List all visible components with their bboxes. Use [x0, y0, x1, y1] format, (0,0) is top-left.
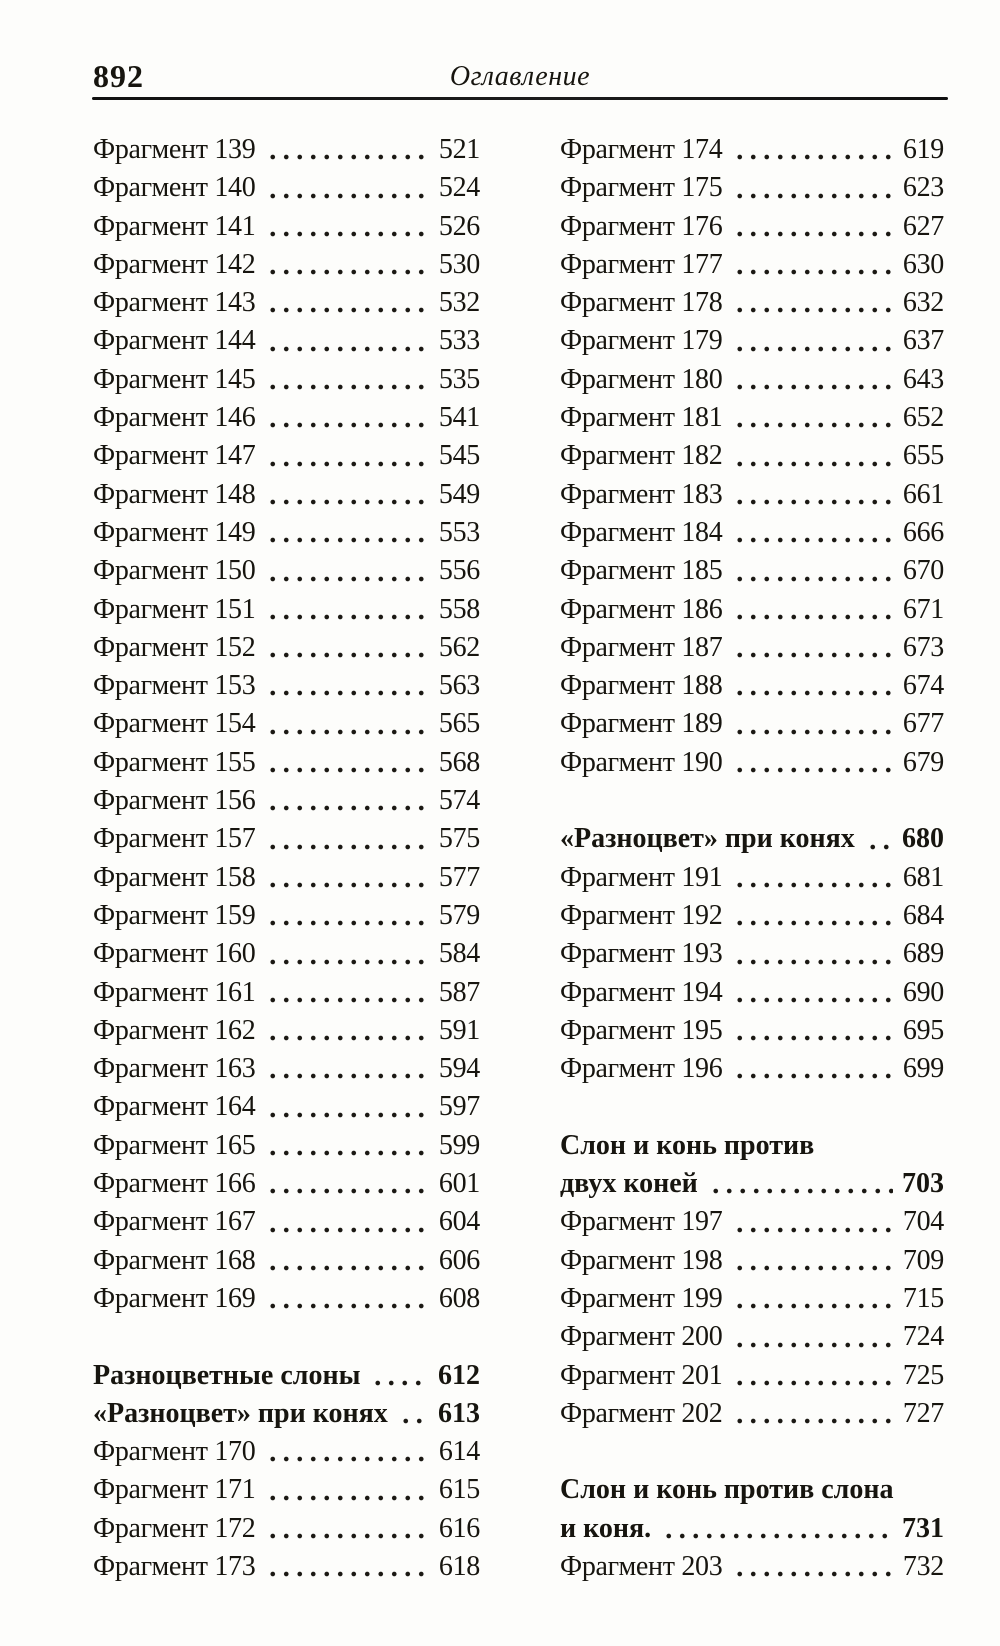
- toc-entry: [93, 1012, 480, 1050]
- toc-entry: [93, 131, 480, 169]
- toc-page-number: 594: [438, 1053, 480, 1085]
- toc-page-number: 679: [902, 746, 944, 778]
- toc-page-number: 690: [902, 976, 944, 1008]
- dot-leader: [266, 1203, 429, 1241]
- toc-entry-label: Фрагмент 183: [560, 478, 723, 510]
- toc-page-number: 526: [438, 210, 480, 242]
- toc-entry: [93, 897, 480, 935]
- toc-entry-label: Фрагмент 158: [93, 861, 256, 893]
- toc-entry-label: Фрагмент 163: [93, 1053, 256, 1085]
- dot-leader: [662, 1510, 893, 1548]
- toc-entry: [93, 246, 480, 284]
- toc-entry-label: Фрагмент 141: [93, 210, 256, 242]
- toc-page-number: 695: [902, 1014, 944, 1046]
- dot-leader: [266, 744, 429, 782]
- dot-leader: [266, 246, 429, 284]
- toc-entry: [560, 1203, 944, 1241]
- toc-page-number: 541: [438, 402, 480, 434]
- toc-entry: [560, 1318, 944, 1356]
- dot-leader: [266, 514, 429, 552]
- toc-entry: [93, 514, 480, 552]
- toc-entry-label: Фрагмент 176: [560, 210, 723, 242]
- toc-page-number: 623: [902, 172, 944, 204]
- dot-leader: [733, 552, 893, 590]
- toc-page-number: 732: [902, 1550, 944, 1582]
- toc-page-number: 661: [902, 478, 944, 510]
- dot-leader: [266, 974, 429, 1012]
- toc-section-heading: [560, 1471, 944, 1509]
- dot-leader: [733, 361, 893, 399]
- toc-entry: [93, 974, 480, 1012]
- dot-leader: [266, 1510, 429, 1548]
- toc-heading-label: Слон и конь против: [560, 1129, 815, 1161]
- toc-column-left: [93, 131, 480, 1586]
- dot-leader: [266, 1548, 429, 1586]
- toc-entry-label: Фрагмент 196: [560, 1053, 723, 1085]
- dot-leader: [733, 1012, 893, 1050]
- toc-section-heading: [93, 1357, 480, 1395]
- toc-entry-label: Фрагмент 177: [560, 248, 723, 280]
- toc-entry: [93, 1280, 480, 1318]
- toc-entry-label: Фрагмент 174: [560, 134, 723, 165]
- dot-leader: [733, 667, 893, 705]
- dot-leader: [733, 744, 893, 782]
- toc-entry: [93, 935, 480, 973]
- toc-heading-label: «Разноцвет» при конях: [93, 1397, 388, 1429]
- toc-page-number: 587: [438, 976, 480, 1008]
- toc-entry: [560, 705, 944, 743]
- toc-page-number: 637: [902, 325, 944, 357]
- toc-page-number: 689: [902, 938, 944, 970]
- toc-page-number: 574: [438, 785, 480, 817]
- toc-page-number: 556: [438, 555, 480, 587]
- toc-entry-label: Фрагмент 199: [560, 1282, 723, 1314]
- toc-entry-label: Фрагмент 156: [93, 785, 256, 817]
- toc-entry: [560, 399, 944, 437]
- dot-leader: [733, 629, 893, 667]
- dot-leader: [266, 1127, 429, 1165]
- dot-leader: [266, 1050, 429, 1088]
- toc-entry: [93, 1510, 480, 1548]
- dot-leader: [266, 552, 429, 590]
- toc-entry-label: Фрагмент 152: [93, 631, 256, 663]
- toc-entry: [93, 667, 480, 705]
- dot-leader: [733, 399, 893, 437]
- dot-leader: [733, 1357, 893, 1395]
- dot-leader: [733, 705, 893, 743]
- toc-entry: [560, 208, 944, 246]
- toc-entry-label: Фрагмент 170: [93, 1436, 256, 1468]
- toc-page-number: 597: [438, 1091, 480, 1123]
- dot-leader: [733, 169, 893, 207]
- toc-entry: [93, 744, 480, 782]
- toc-entry: [93, 1471, 480, 1509]
- dot-leader: [866, 820, 893, 858]
- toc-page-number: 666: [902, 516, 944, 548]
- toc-entry-label: Фрагмент 147: [93, 440, 256, 472]
- toc-entry: [93, 208, 480, 246]
- toc-entry-label: Фрагмент 189: [560, 708, 723, 740]
- toc-entry: [93, 859, 480, 897]
- toc-section-heading: [93, 1395, 480, 1433]
- toc-entry: [93, 322, 480, 360]
- toc-page-number: 530: [438, 248, 480, 280]
- toc-page-number: 604: [438, 1206, 480, 1238]
- dot-leader: [733, 131, 893, 169]
- dot-leader: [733, 1050, 893, 1088]
- toc-entry: [560, 1280, 944, 1318]
- dot-leader: [733, 246, 893, 284]
- dot-leader: [266, 1280, 429, 1318]
- dot-leader: [266, 131, 429, 169]
- toc-page-number: 524: [438, 172, 480, 204]
- toc-page-number: 545: [438, 440, 480, 472]
- dot-leader: [266, 169, 429, 207]
- toc-entry-label: Фрагмент 200: [560, 1321, 723, 1353]
- toc-entry: [93, 1242, 480, 1280]
- toc-entry: [93, 1548, 480, 1586]
- dot-leader: [266, 859, 429, 897]
- toc-heading-label: и коня.: [560, 1512, 652, 1544]
- dot-leader: [733, 437, 893, 475]
- toc-entry: [560, 1548, 944, 1586]
- toc-entry: [560, 629, 944, 667]
- toc-page-number: 709: [902, 1244, 944, 1276]
- toc-page-number: 535: [438, 363, 480, 395]
- toc-entry-label: Фрагмент 164: [93, 1091, 256, 1123]
- toc-entry: [560, 1357, 944, 1395]
- toc-page-number: 731: [902, 1512, 944, 1544]
- dot-leader: [266, 1242, 429, 1280]
- toc-page-number: 591: [438, 1014, 480, 1046]
- toc-gap: [560, 1088, 944, 1126]
- toc-entry-label: Фрагмент 167: [93, 1206, 256, 1238]
- toc-entry-label: Фрагмент 185: [560, 555, 723, 587]
- toc-entry: [560, 897, 944, 935]
- toc-page-number: 608: [438, 1282, 480, 1314]
- toc-entry: [93, 399, 480, 437]
- toc-page-number: 614: [438, 1436, 480, 1468]
- toc-entry-label: Фрагмент 182: [560, 440, 723, 472]
- running-head: [92, 0, 948, 100]
- dot-leader: [266, 1433, 429, 1471]
- toc-entry-label: Фрагмент 161: [93, 976, 256, 1008]
- toc-entry-label: Фрагмент 148: [93, 478, 256, 510]
- toc-entry: [560, 131, 944, 169]
- toc-entry-label: Фрагмент 168: [93, 1244, 256, 1276]
- page-number: 892: [93, 58, 144, 94]
- toc-section-heading: [560, 820, 944, 858]
- toc-section-heading: [560, 1127, 944, 1165]
- toc-gap: [560, 1433, 944, 1471]
- toc-entry-label: Фрагмент 188: [560, 670, 723, 702]
- toc-heading-label: «Разноцвет» при конях: [560, 823, 855, 855]
- toc-entry-label: Фрагмент 162: [93, 1014, 256, 1046]
- toc-page-number: 724: [902, 1321, 944, 1353]
- toc-page-number: 549: [438, 478, 480, 510]
- toc-page-number: 616: [438, 1512, 480, 1544]
- toc-column-right: [560, 131, 944, 1586]
- toc-entry: [560, 1242, 944, 1280]
- toc-entry-label: Фрагмент 172: [93, 1512, 256, 1544]
- toc-page-number: 725: [902, 1359, 944, 1391]
- toc-entry: [560, 591, 944, 629]
- toc-entry-label: Фрагмент 150: [93, 555, 256, 587]
- toc-entry-label: Фрагмент 178: [560, 287, 723, 319]
- toc-entry: [93, 284, 480, 322]
- toc-entry-label: Фрагмент 171: [93, 1474, 256, 1506]
- toc-entry: [560, 744, 944, 782]
- toc-entry: [560, 1012, 944, 1050]
- toc-page-number: 558: [438, 593, 480, 625]
- toc-columns: [93, 131, 944, 1586]
- dot-leader: [733, 974, 893, 1012]
- dot-leader: [733, 1242, 893, 1280]
- toc-entry-label: Фрагмент 197: [560, 1206, 723, 1238]
- toc-page-number: 599: [438, 1129, 480, 1161]
- toc-entry-label: Фрагмент 169: [93, 1282, 256, 1314]
- toc-page-number: 671: [902, 593, 944, 625]
- toc-entry: [93, 820, 480, 858]
- dot-leader: [733, 1203, 893, 1241]
- toc-entry: [93, 1127, 480, 1165]
- toc-entry: [560, 246, 944, 284]
- dot-leader: [733, 1395, 893, 1433]
- dot-leader: [266, 782, 429, 820]
- toc-page-number: 715: [902, 1282, 944, 1314]
- toc-page-number: 680: [902, 823, 944, 855]
- toc-page-number: 553: [438, 516, 480, 548]
- toc-entry-label: Фрагмент 173: [93, 1550, 256, 1582]
- toc-entry-label: Фрагмент 201: [560, 1359, 723, 1391]
- toc-entry: [93, 169, 480, 207]
- toc-heading-label: двух коней: [560, 1168, 698, 1200]
- toc-entry: [93, 476, 480, 514]
- dot-leader: [266, 437, 429, 475]
- toc-entry: [93, 1088, 480, 1126]
- toc-page-number: 652: [902, 402, 944, 434]
- dot-leader: [266, 399, 429, 437]
- dot-leader: [733, 935, 893, 973]
- dot-leader: [733, 284, 893, 322]
- toc-page-number: 612: [438, 1359, 480, 1391]
- toc-entry: [93, 782, 480, 820]
- toc-page-number: 615: [438, 1474, 480, 1506]
- toc-heading-label: Слон и конь против слона: [560, 1474, 894, 1506]
- dot-leader: [733, 897, 893, 935]
- toc-entry-label: Фрагмент 142: [93, 248, 256, 280]
- dot-leader: [266, 820, 429, 858]
- toc-page-number: 613: [438, 1397, 480, 1429]
- toc-page-number: 674: [902, 670, 944, 702]
- toc-entry: [560, 974, 944, 1012]
- toc-entry-label: Фрагмент 195: [560, 1014, 723, 1046]
- toc-section-heading: [560, 1165, 944, 1203]
- toc-heading-label: Разноцветные слоны: [93, 1359, 361, 1391]
- dot-leader: [266, 705, 429, 743]
- dot-leader: [733, 476, 893, 514]
- toc-page-number: 532: [438, 287, 480, 319]
- dot-leader: [733, 1280, 893, 1318]
- toc-entry: [560, 859, 944, 897]
- toc-entry: [560, 437, 944, 475]
- toc-entry: [93, 1433, 480, 1471]
- toc-page-number: 643: [902, 363, 944, 395]
- dot-leader: [266, 591, 429, 629]
- toc-page-number: 630: [902, 248, 944, 280]
- dot-leader: [733, 322, 893, 360]
- toc-entry-label: Фрагмент 143: [93, 287, 256, 319]
- toc-entry-label: Фрагмент 179: [560, 325, 723, 357]
- toc-page-number: 577: [438, 861, 480, 893]
- toc-entry-label: Фрагмент 181: [560, 402, 723, 434]
- toc-entry-label: Фрагмент 187: [560, 631, 723, 663]
- toc-page-number: 565: [438, 708, 480, 740]
- toc-page-number: 618: [438, 1550, 480, 1582]
- toc-page-number: 670: [902, 555, 944, 587]
- toc-page-number: 563: [438, 670, 480, 702]
- toc-entry-label: Фрагмент 198: [560, 1244, 723, 1276]
- toc-entry: [560, 552, 944, 590]
- toc-entry-label: Фрагмент 175: [560, 172, 723, 204]
- toc-entry-label: Фрагмент 151: [93, 593, 256, 625]
- toc-entry-label: Фрагмент 155: [93, 746, 256, 778]
- toc-entry-label: Фрагмент 160: [93, 938, 256, 970]
- dot-leader: [733, 1548, 893, 1586]
- toc-entry: [560, 667, 944, 705]
- dot-leader: [266, 1012, 429, 1050]
- toc-page-number: 568: [438, 746, 480, 778]
- toc-entry: [93, 361, 480, 399]
- dot-leader: [733, 208, 893, 246]
- dot-leader: [733, 859, 893, 897]
- toc-entry: [560, 514, 944, 552]
- toc-page-number: 699: [902, 1053, 944, 1085]
- toc-entry: [93, 437, 480, 475]
- toc-entry-label: Фрагмент 202: [560, 1397, 723, 1429]
- toc-page-number: 521: [438, 134, 480, 165]
- dot-leader: [266, 322, 429, 360]
- toc-entry: [93, 629, 480, 667]
- toc-entry-label: Фрагмент 159: [93, 899, 256, 931]
- dot-leader: [709, 1165, 893, 1203]
- toc-page-number: 681: [902, 861, 944, 893]
- toc-entry-label: Фрагмент 186: [560, 593, 723, 625]
- toc-entry: [93, 1050, 480, 1088]
- toc-page-number: 575: [438, 823, 480, 855]
- toc-entry-label: Фрагмент 184: [560, 516, 723, 548]
- toc-entry-label: Фрагмент 190: [560, 746, 723, 778]
- toc-page-number: 533: [438, 325, 480, 357]
- dot-leader: [266, 1088, 429, 1126]
- toc-entry-label: Фрагмент 145: [93, 363, 256, 395]
- toc-entry: [560, 169, 944, 207]
- dot-leader: [266, 361, 429, 399]
- toc-entry-label: Фрагмент 194: [560, 976, 723, 1008]
- toc-page-number: 579: [438, 899, 480, 931]
- toc-page-number: 727: [902, 1397, 944, 1429]
- dot-leader: [733, 1318, 893, 1356]
- toc-page-number: 673: [902, 631, 944, 663]
- toc-entry-label: Фрагмент 193: [560, 938, 723, 970]
- toc-gap: [93, 1318, 480, 1356]
- toc-section-heading: [560, 1510, 944, 1548]
- toc-entry: [93, 1165, 480, 1203]
- toc-entry-label: Фрагмент 149: [93, 516, 256, 548]
- toc-entry: [93, 591, 480, 629]
- dot-leader: [371, 1357, 429, 1395]
- toc-entry-label: Фрагмент 140: [93, 172, 256, 204]
- dot-leader: [266, 1471, 429, 1509]
- dot-leader: [733, 591, 893, 629]
- toc-entry: [560, 1050, 944, 1088]
- toc-page-number: 601: [438, 1168, 480, 1200]
- header-rule: [92, 97, 948, 100]
- toc-entry-label: Фрагмент 203: [560, 1550, 723, 1582]
- toc-page-number: 584: [438, 938, 480, 970]
- toc-entry: [93, 705, 480, 743]
- toc-page-number: 704: [902, 1206, 944, 1238]
- toc-entry: [93, 552, 480, 590]
- toc-entry-label: Фрагмент 192: [560, 899, 723, 931]
- dot-leader: [266, 208, 429, 246]
- dot-leader: [266, 1165, 429, 1203]
- toc-page-number: 655: [902, 440, 944, 472]
- toc-entry: [560, 1395, 944, 1433]
- dot-leader: [733, 514, 893, 552]
- toc-entry-label: Фрагмент 157: [93, 823, 256, 855]
- page-title: Оглавление: [449, 61, 591, 92]
- toc-entry: [560, 284, 944, 322]
- toc-page-number: 562: [438, 631, 480, 663]
- toc-gap: [560, 782, 944, 820]
- dot-leader: [266, 667, 429, 705]
- toc-entry-label: Фрагмент 144: [93, 325, 256, 357]
- dot-leader: [266, 935, 429, 973]
- toc-entry-label: Фрагмент 191: [560, 861, 723, 893]
- toc-page-number: 632: [902, 287, 944, 319]
- toc-page-number: 619: [902, 134, 944, 165]
- toc-entry-label: Фрагмент 180: [560, 363, 723, 395]
- dot-leader: [266, 476, 429, 514]
- dot-leader: [399, 1395, 429, 1433]
- toc-entry: [560, 935, 944, 973]
- toc-page-number: 606: [438, 1244, 480, 1276]
- toc-page-number: 684: [902, 899, 944, 931]
- dot-leader: [266, 897, 429, 935]
- toc-page-number: 627: [902, 210, 944, 242]
- toc-entry-label: Фрагмент 153: [93, 670, 256, 702]
- dot-leader: [266, 284, 429, 322]
- toc-entry-label: Фрагмент 139: [93, 134, 256, 165]
- toc-entry: [560, 361, 944, 399]
- toc-entry-label: Фрагмент 165: [93, 1129, 256, 1161]
- toc-entry: [560, 476, 944, 514]
- toc-entry-label: Фрагмент 166: [93, 1168, 256, 1200]
- toc-page-number: 703: [902, 1168, 944, 1200]
- toc-entry-label: Фрагмент 154: [93, 708, 256, 740]
- toc-page-number: 677: [902, 708, 944, 740]
- dot-leader: [266, 629, 429, 667]
- toc-entry: [93, 1203, 480, 1241]
- toc-entry: [560, 322, 944, 360]
- toc-entry-label: Фрагмент 146: [93, 402, 256, 434]
